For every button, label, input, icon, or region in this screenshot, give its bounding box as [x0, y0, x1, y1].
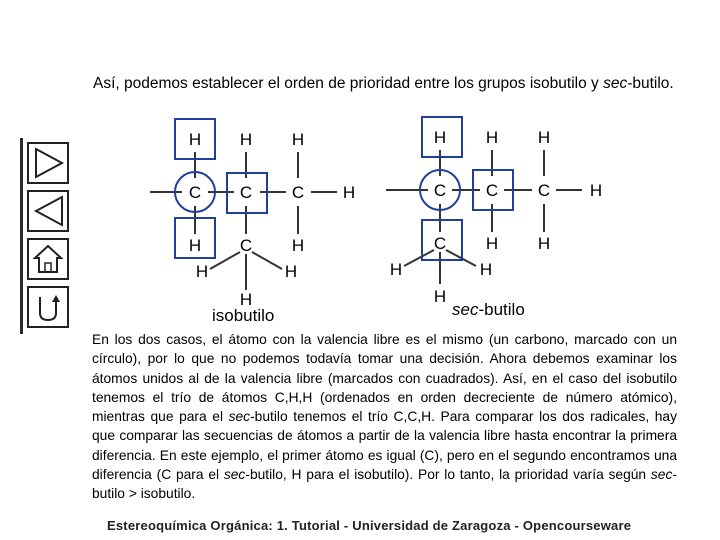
home-icon — [30, 241, 66, 277]
atom-h: H — [284, 262, 298, 281]
structure-diagram — [150, 112, 620, 312]
play-forward-icon — [30, 145, 66, 181]
atom-c: C — [485, 181, 499, 200]
body-sec-1: sec — [228, 409, 251, 425]
atom-h: H — [537, 234, 551, 253]
atom-labels — [189, 128, 602, 309]
body-part-4: -butilo > isobutilo. — [92, 467, 677, 502]
play-back-icon — [30, 193, 66, 229]
atom-c: C — [188, 183, 202, 202]
atom-h: H — [342, 183, 356, 202]
previous-slide-button[interactable] — [27, 190, 69, 232]
label-sec-butilo — [452, 300, 525, 320]
atom-c: C — [433, 181, 447, 200]
footer-text: Estereoquímica Orgánica: 1. Tutorial - Universidad de Zaragoza - Opencourseware — [107, 518, 632, 533]
return-button[interactable] — [27, 286, 69, 328]
atom-h: H — [195, 262, 209, 281]
atom-h: H — [291, 236, 305, 255]
body-part-1: En los dos casos, el átomo con la valencia libre es el mismo (un carbono, marcado con un círculo), por lo que no podemos todavía tomar una decisión. Ahora debemos examinar los átomos unidos al de la valencia libre (marcados con cuadrados). Así, en el caso del isobutilo tenemos el trío de átomos C,H,H (ordenados en orden decreciente de número atómico), mientras que para el — [92, 332, 677, 425]
atom-h: H — [389, 260, 403, 279]
label-sec-rest: -butilo — [478, 300, 525, 319]
atom-c: C — [433, 234, 447, 253]
atom-h: H — [485, 128, 499, 147]
atom-h: H — [433, 287, 447, 306]
atom-h: H — [537, 128, 551, 147]
return-icon — [30, 289, 66, 325]
atom-c: C — [239, 236, 253, 255]
intro-sec-italic: sec — [603, 75, 628, 92]
atom-c: C — [291, 183, 305, 202]
body-part-2: -butilo tenemos el trío C,C,H. Para comparar los dos radicales, hay que comparar las secuencias de átomos a partir de la valencia libre hasta encontrar la primera diferencia. En este ejemplo, el primer átomo es igual (C), pero en el segundo encontramos una diferencia (C para el — [92, 409, 678, 483]
home-button[interactable] — [27, 238, 69, 280]
atom-c: C — [537, 181, 551, 200]
atom-h: H — [291, 130, 305, 149]
atom-c: C — [239, 183, 253, 202]
navigation-bar — [20, 138, 69, 334]
intro-text — [93, 73, 693, 94]
body-sec-3: sec — [650, 467, 673, 483]
intro-text-end: -butilo. — [627, 75, 674, 92]
label-sec-italic: sec — [452, 300, 479, 319]
atom-h: H — [239, 130, 253, 149]
atom-h: H — [479, 260, 493, 279]
atom-h: H — [188, 236, 202, 255]
atom-h: H — [485, 234, 499, 253]
next-slide-button[interactable] — [27, 142, 69, 184]
intro-text-start: Así, podemos establecer el orden de prioridad entre los grupos isobutilo y — [93, 75, 604, 92]
atom-h: H — [188, 130, 202, 149]
atom-h: H — [239, 290, 253, 309]
explanation-paragraph — [92, 330, 677, 504]
atom-h: H — [433, 128, 447, 147]
body-part-3: -butilo, H para el isobutilo). Por lo tanto, la prioridad varía según — [245, 467, 651, 483]
label-isobutilo: isobutilo — [212, 306, 275, 325]
body-sec-2: sec — [223, 467, 246, 483]
atom-h: H — [589, 181, 603, 200]
